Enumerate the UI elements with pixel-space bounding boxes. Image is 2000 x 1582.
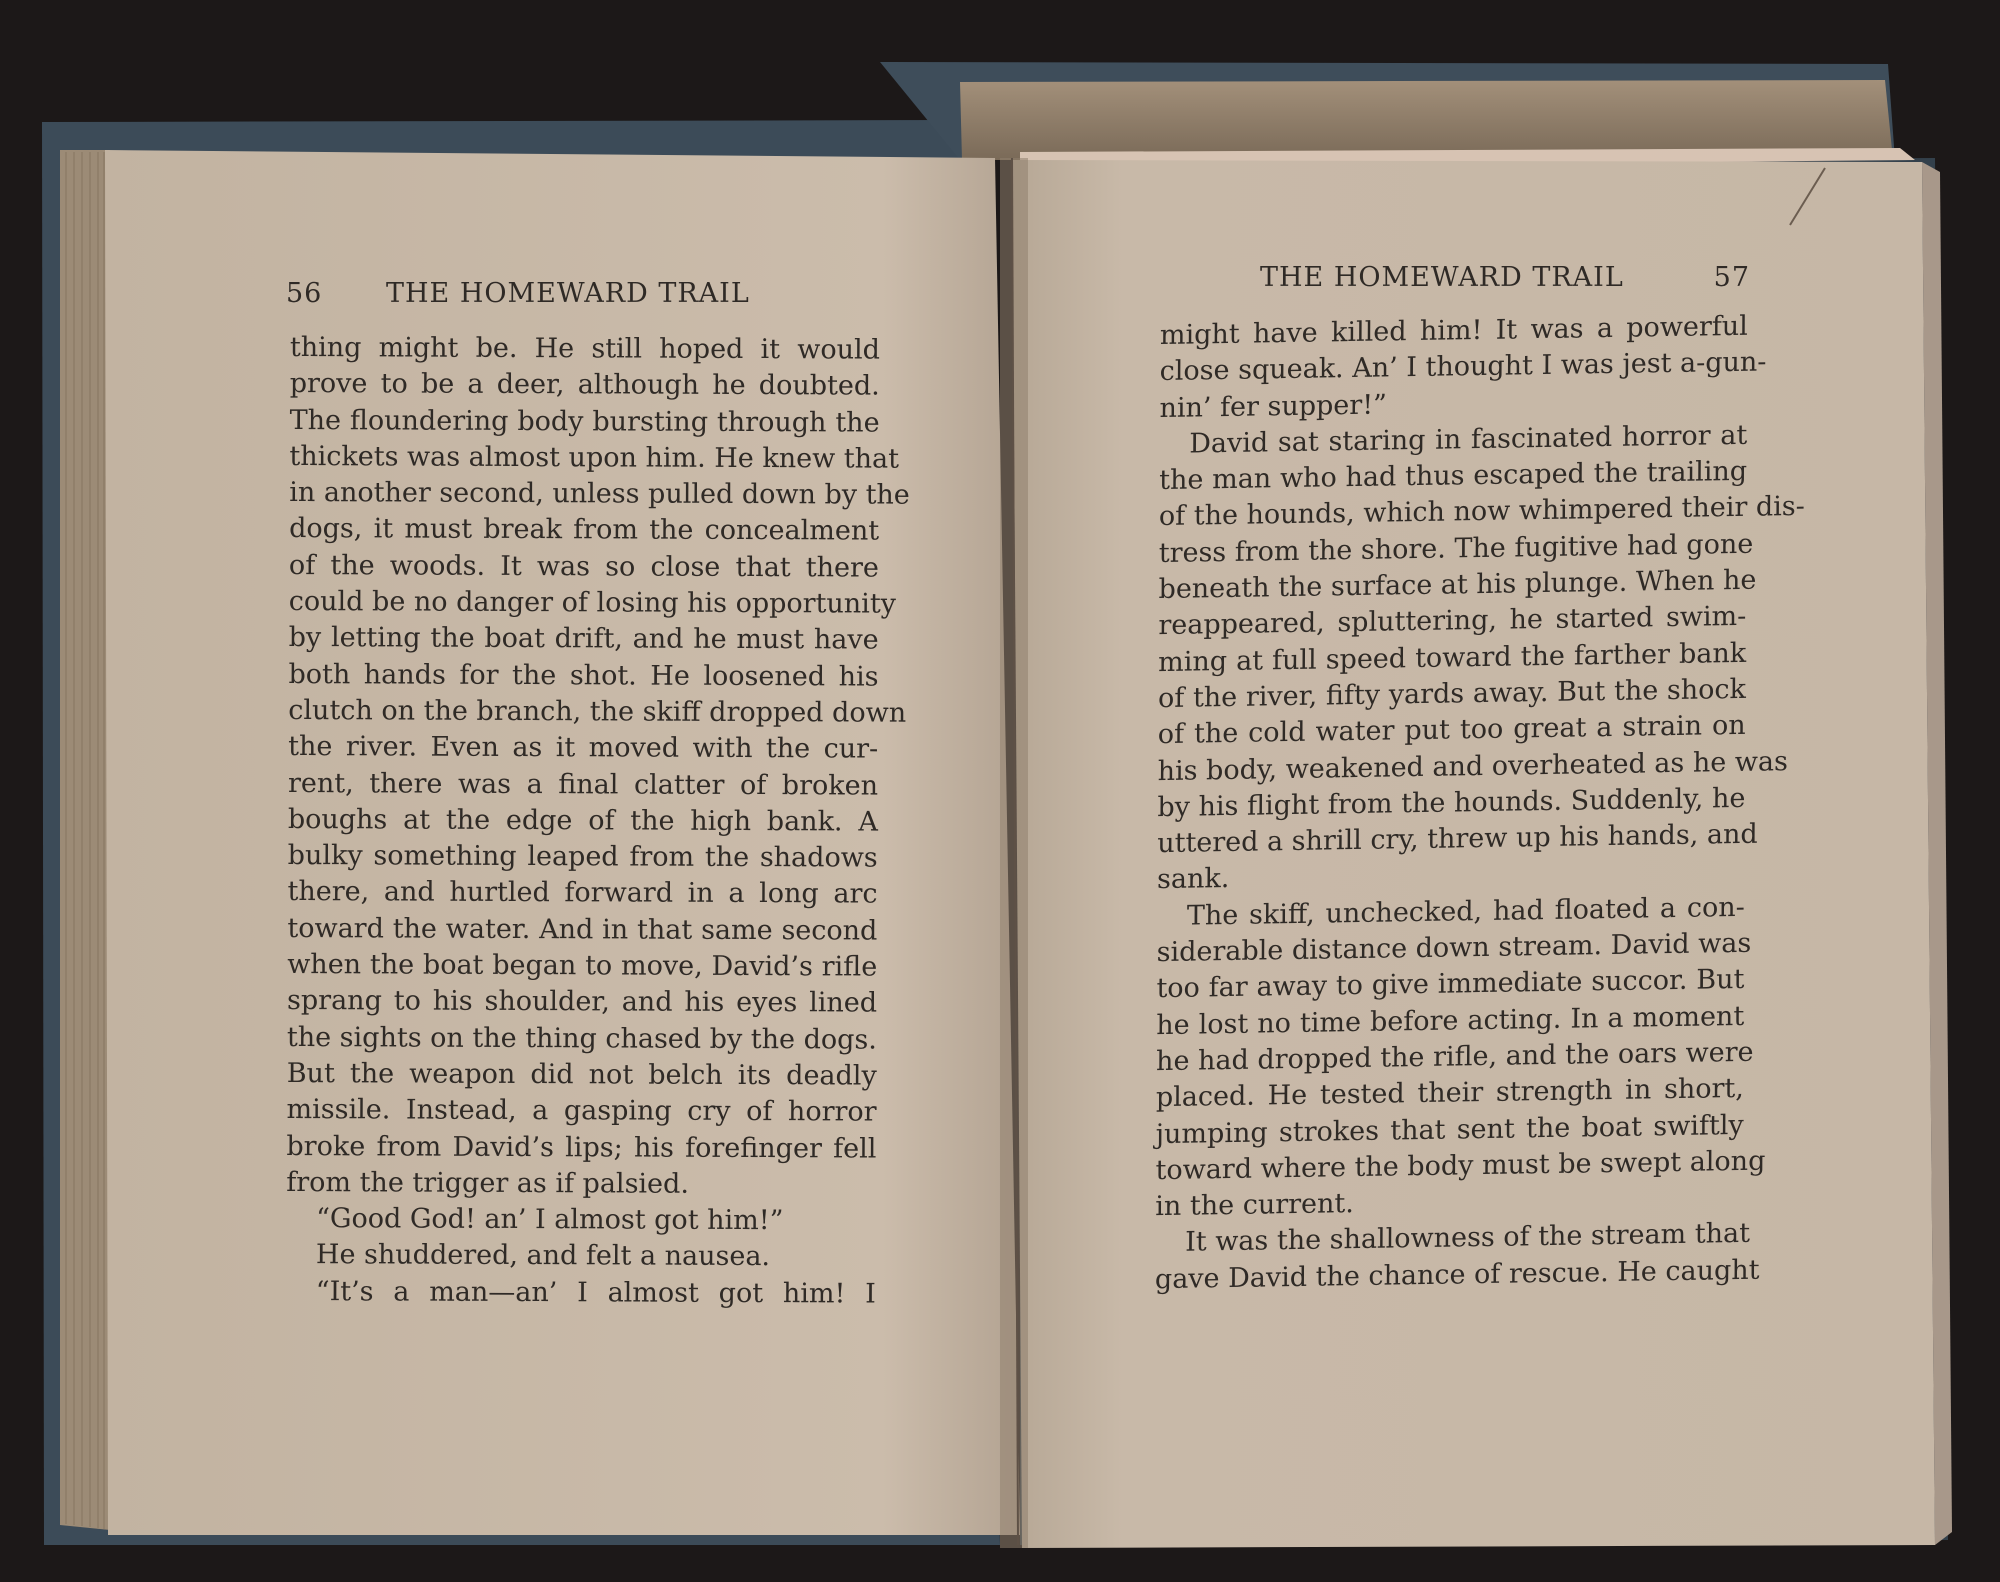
text-line: “Good God! an’ I almost got him!” (316, 1203, 784, 1237)
text-line: close squeak. An’ I thought I was jest a-gun- (1159, 346, 1767, 388)
text-line: reappeared, spluttering, he started swim- (1158, 601, 1747, 642)
text-line: might have killed him! It was a powerful (1159, 310, 1748, 352)
text-line: dogs, it must break from the concealment (289, 513, 880, 548)
text-line: toward where the body must be swept along (1155, 1145, 1766, 1187)
text-line: He shuddered, and felt a nausea. (315, 1239, 771, 1273)
text-line: too far away to give immediate succor. But (1156, 964, 1745, 1005)
text-line: thickets was almost upon him. He knew that (289, 440, 900, 475)
text-line: the man who had thus escaped the trailing (1159, 455, 1748, 497)
text-line: when the boat began to move, David’s rifle (287, 949, 878, 983)
text-line: from the trigger as if palsied. (286, 1166, 690, 1200)
left-page-body (286, 330, 910, 1313)
left-running-title: THE HOMEWARD TRAIL (386, 278, 750, 309)
text-line: by letting the boat drift, and he must have (288, 622, 879, 656)
text-line: of the cold water put too great a strain on (1157, 710, 1746, 751)
right-running-title: THE HOMEWARD TRAIL (1260, 262, 1624, 293)
text-line: “It’s a man—an’ I almost got him! I (315, 1275, 876, 1310)
left-page-block-edges (60, 150, 110, 1530)
text-line: sank. (1156, 863, 1230, 896)
text-line: ming at full speed toward the farther bank (1158, 637, 1747, 678)
text-line: his body, weakened and overheated as he was (1157, 745, 1788, 787)
text-line: missile. Instead, a gasping cry of horror (286, 1094, 877, 1128)
text-line: there, and hurtled forward in a long arc (287, 876, 878, 911)
text-line: of the hounds, which now whimpered their dis- (1158, 491, 1805, 533)
text-line: beneath the surface at his plunge. When he (1158, 564, 1757, 606)
text-line: boughs at the edge of the high bank. A (287, 803, 878, 838)
text-line: But the weapon did not belch its deadly (286, 1057, 877, 1092)
text-line: in another second, unless pulled down by the (289, 477, 910, 511)
text-line: by his flight from the hounds. Suddenly, he (1157, 782, 1746, 823)
text-line: both hands for the shot. He loosened his (288, 658, 879, 693)
text-line: of the river, fifty yards away. But the shock (1157, 673, 1747, 715)
text-line: jumping strokes that sent the boat swiftly (1155, 1109, 1744, 1150)
text-line: The floundering body bursting through the (289, 404, 880, 439)
text-line: It was the shallowness of the stream that (1185, 1218, 1751, 1259)
text-line: The skiff, unchecked, had floated a con- (1186, 891, 1745, 932)
text-line: in the current. (1155, 1188, 1354, 1223)
text-line: toward the water. And in that same second (287, 912, 878, 947)
text-line: prove to be a deer, although he doubted. (289, 368, 880, 402)
text-line: broke from David’s lips; his forefinger fell (286, 1130, 877, 1165)
text-line: could be no danger of losing his opportunity (288, 586, 897, 620)
text-line: uttered a shrill cry, threw up his hands, and (1157, 818, 1758, 860)
right-page-number: 57 (1713, 262, 1750, 293)
right-page-body (1154, 309, 1805, 1298)
text-line: placed. He tested their strength in short, (1155, 1073, 1744, 1114)
left-page-number: 56 (286, 278, 323, 309)
text-line: clutch on the branch, the skiff dropped down (288, 694, 907, 729)
text-line: thing might be. He still hoped it would (289, 331, 880, 366)
text-line: sprang to his shoulder, and his eyes lined (287, 985, 878, 1019)
text-line: siderable distance down stream. David was (1156, 927, 1752, 969)
text-line: the river. Even as it moved with the cur- (288, 731, 879, 765)
text-line: he had dropped the rifle, and the oars were (1156, 1036, 1754, 1078)
right-page-block-edges (960, 80, 1893, 160)
text-line: he lost no time before acting. In a moment (1156, 1000, 1745, 1041)
text-line: of the woods. It was so close that there (288, 549, 880, 584)
text-line: David sat staring in fascinated horror at (1189, 419, 1748, 460)
text-line: the sights on the thing chased by the dogs. (286, 1021, 877, 1056)
text-line: rent, there was a final clatter of broken (287, 767, 879, 802)
text-line: bulky something leaped from the shadows (287, 840, 878, 874)
text-line: tress from the shore. The fugitive had gone (1158, 528, 1754, 569)
text-line: gave David the chance of rescue. He caught (1154, 1254, 1760, 1295)
text-line: nin’ fer supper!” (1159, 389, 1387, 424)
